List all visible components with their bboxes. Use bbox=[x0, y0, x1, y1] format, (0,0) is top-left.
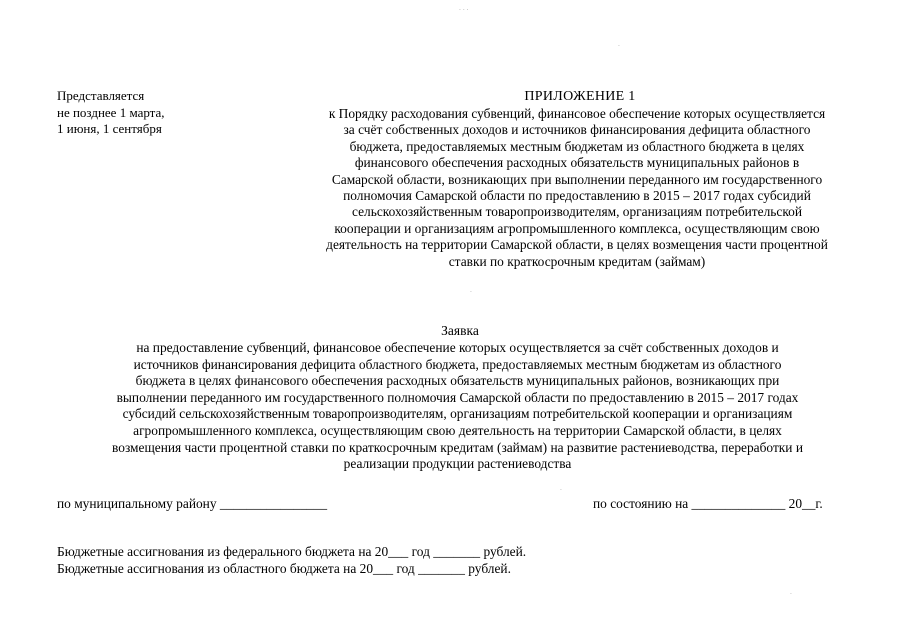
request-line: выполнении переданного им государственного полномочия Самарской области по предоставлению в 2015 – 2017 годах bbox=[116, 389, 799, 405]
submission-deadline-note bbox=[57, 88, 237, 138]
deadline-line: не позднее 1 марта, bbox=[57, 104, 165, 120]
scan-speck: · bbox=[790, 591, 792, 598]
scan-speck: · bbox=[560, 487, 562, 494]
request-line: агропромышленного комплекса, осуществляющим свою деятельность на территории Самарской области, в целях bbox=[133, 422, 782, 438]
appendix-line: полномочия Самарской области по предоставлению в 2015 – 2017 годах субсидий bbox=[343, 188, 811, 204]
request-line: возмещения части процентной ставки по краткосрочным кредитам (займам) на развитие растениеводства, переработки и bbox=[112, 439, 803, 455]
request-line: субсидий сельскохозяйственным товаропроизводителям, организациям потребительской кооперации и организациям bbox=[122, 406, 793, 422]
appendix-line: Самарской области, возникающих при выполнении переданного им государственного bbox=[331, 171, 823, 187]
federal-budget-line: Бюджетные ассигнования из федерального бюджета на 20___ год _______ рублей. bbox=[57, 544, 527, 559]
budget-allocations bbox=[57, 543, 526, 577]
request-line: на предоставление субвенций, финансовое обеспечение которых осуществляется за счёт собственных доходов и bbox=[136, 340, 779, 355]
request-line: бюджета в целях финансового обеспечения расходных обязательств муниципальных районов, возникающих при bbox=[135, 373, 780, 389]
appendix-line: деятельность на территории Самарской области, в целях возмещения части процентной bbox=[326, 237, 828, 253]
appendix-line: финансового обеспечения расходных обязательств муниципальных районов в bbox=[354, 155, 800, 171]
appendix-title: ПРИЛОЖЕНИЕ 1 bbox=[524, 89, 636, 104]
appendix-line: к Порядку расходования субвенций, финансовое обеспечение которых осуществляется bbox=[328, 106, 826, 121]
appendix-line: за счёт собственных доходов и источников финансирования дефицита областного bbox=[343, 122, 811, 138]
regional-budget-line: Бюджетные ассигнования из областного бюджета на 20___ год _______ рублей. bbox=[57, 561, 511, 576]
request-line: реализации продукции растениеводства bbox=[343, 456, 572, 472]
as-of-date-field: по состоянию на ______________ 20__г. bbox=[593, 496, 823, 511]
appendix-line: ставки по краткосрочным кредитам (займам) bbox=[448, 253, 706, 269]
district-field: по муниципальному району ________________ bbox=[57, 496, 328, 511]
appendix-line: кооперации и организациям агропромышленного комплекса, осуществляющим свою bbox=[334, 220, 820, 236]
appendix-line: сельскохозяйственным товаропроизводителям, организациям потребительской bbox=[351, 204, 803, 220]
scan-speck: · bbox=[470, 289, 472, 296]
request-line: источников финансирования дефицита областного бюджета, предоставляемых местным бюджетам из областного bbox=[133, 356, 782, 372]
scan-speck: · bbox=[618, 43, 620, 50]
scan-speck: · · · bbox=[459, 7, 469, 14]
request-description bbox=[50, 340, 865, 473]
appendix-line: бюджета, предоставляемых местным бюджетам из областного бюджета в целях bbox=[349, 138, 805, 154]
request-title: Заявка bbox=[441, 323, 479, 338]
appendix-description bbox=[284, 106, 870, 270]
deadline-line: 1 июня, 1 сентября bbox=[57, 121, 162, 136]
deadline-line: Представляется bbox=[57, 88, 145, 103]
